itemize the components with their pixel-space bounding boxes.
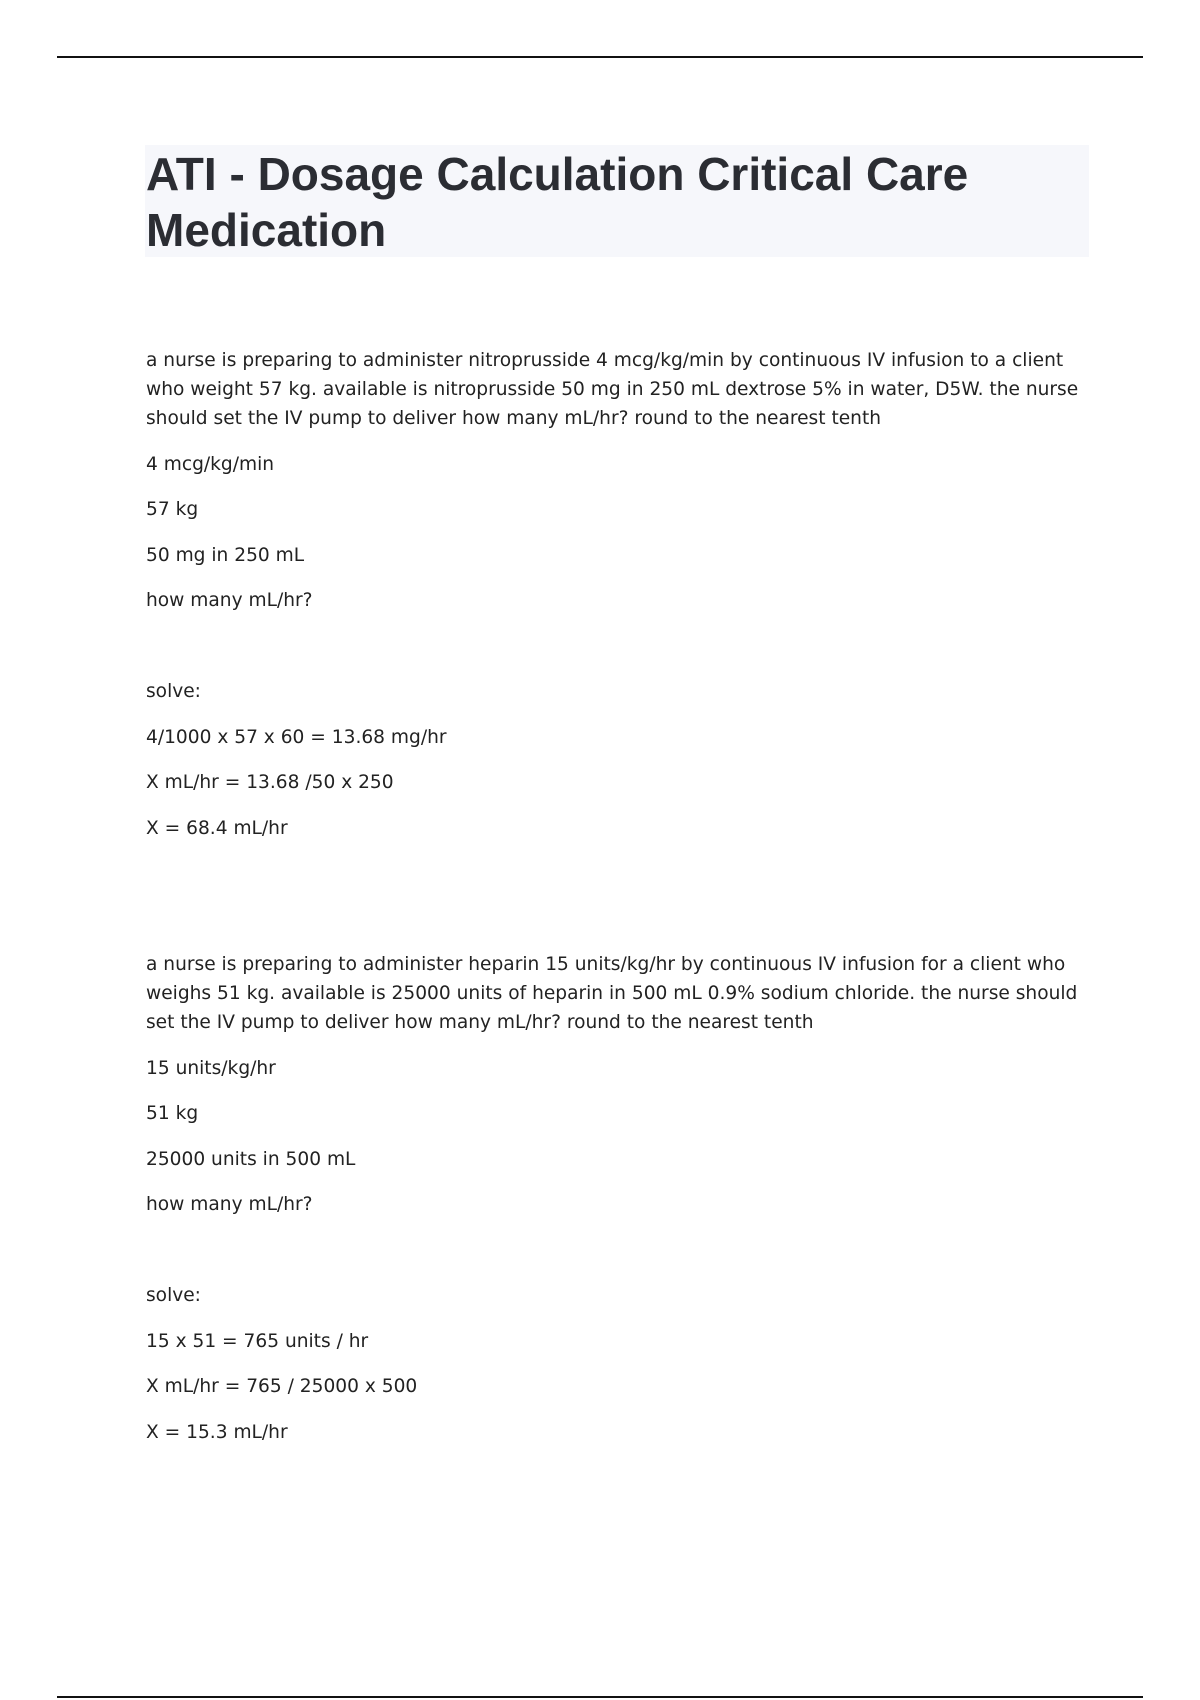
top-divider [57, 56, 1143, 58]
problem-2-step-2: X mL/hr = 765 / 25000 x 500 [146, 1376, 418, 1397]
problem-2-step-1: 15 x 51 = 765 units / hr [146, 1331, 369, 1352]
problem-2-given-weight: 51 kg [146, 1103, 199, 1124]
problem-1-answer: X = 68.4 mL/hr [146, 818, 288, 839]
problem-1-given-unknown: how many mL/hr? [146, 590, 313, 611]
page-title: ATI - Dosage Calculation Critical Care Medication [146, 148, 969, 256]
problem-1-given-weight: 57 kg [146, 499, 199, 520]
problem-1-solve-label: solve: [146, 681, 201, 702]
bottom-divider [57, 1696, 1143, 1698]
problem-1-step-2: X mL/hr = 13.68 /50 x 250 [146, 772, 394, 793]
problem-1-given-concentration: 50 mg in 250 mL [146, 545, 305, 566]
problem-2-given-concentration: 25000 units in 500 mL [146, 1149, 356, 1170]
problem-2-solve-label: solve: [146, 1285, 201, 1306]
problem-2-question: a nurse is preparing to administer heparin 15 units/kg/hr by continuous IV infusion for a client who weighs 51 kg. available is 25000 units of heparin in 500 mL 0.9% sodium chloride. the nurse should set the IV pump to deliver how many mL/hr? round to the nearest tenth [146, 954, 1078, 1033]
problem-2-answer: X = 15.3 mL/hr [146, 1422, 288, 1443]
problem-1-given-dose: 4 mcg/kg/min [146, 454, 275, 475]
problem-1-question: a nurse is preparing to administer nitroprusside 4 mcg/kg/min by continuous IV infusion to a client who weight 57 kg. available is nitroprusside 50 mg in 250 mL dextrose 5% in water, D5W. the nurse should set the IV pump to deliver how many mL/hr? round to the nearest tenth [146, 350, 1079, 429]
problem-1-step-1: 4/1000 x 57 x 60 = 13.68 mg/hr [146, 727, 447, 748]
problem-2-given-dose: 15 units/kg/hr [146, 1058, 276, 1079]
problem-2-given-unknown: how many mL/hr? [146, 1194, 313, 1215]
